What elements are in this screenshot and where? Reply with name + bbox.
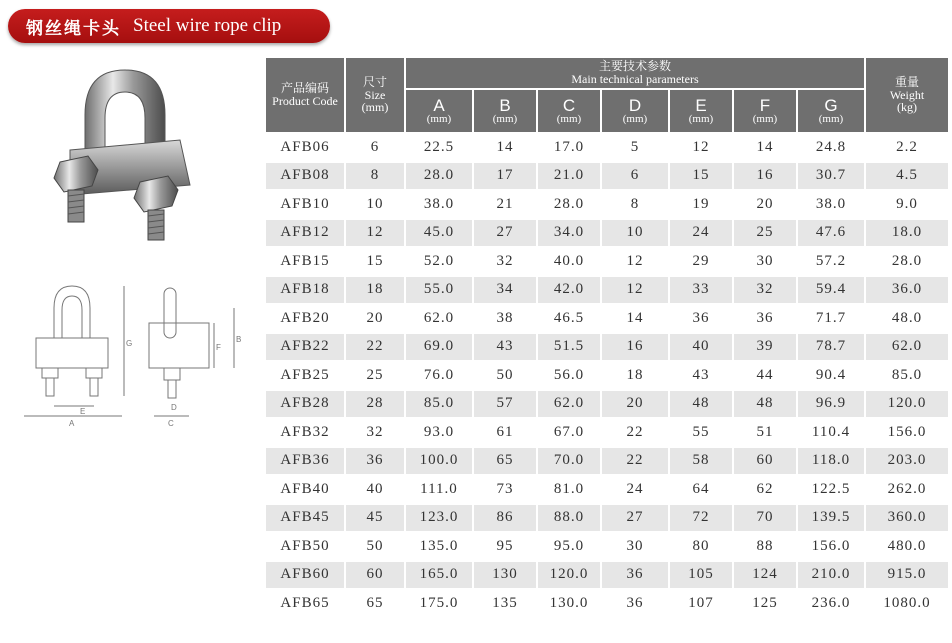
table-cell: AFB36 xyxy=(266,448,344,475)
table-cell: AFB65 xyxy=(266,590,344,617)
table-cell: 107 xyxy=(670,590,732,617)
table-cell: 34.0 xyxy=(538,220,600,247)
table-cell: 24.8 xyxy=(798,134,864,161)
table-cell: AFB25 xyxy=(266,362,344,389)
table-cell: 262.0 xyxy=(866,476,948,503)
table-cell: 120.0 xyxy=(866,391,948,418)
table-cell: AFB10 xyxy=(266,191,344,218)
table-cell: 40 xyxy=(670,334,732,361)
table-cell: 14 xyxy=(734,134,796,161)
table-cell: 25 xyxy=(734,220,796,247)
table-cell: 135.0 xyxy=(406,533,472,560)
table-cell: 17 xyxy=(474,163,536,190)
table-cell: 62 xyxy=(734,476,796,503)
table-cell: 156.0 xyxy=(866,419,948,446)
svg-text:E: E xyxy=(80,407,86,416)
table-row xyxy=(266,163,948,190)
table-cell: 86 xyxy=(474,505,536,532)
table-cell: 40 xyxy=(346,476,404,503)
table-cell: 17.0 xyxy=(538,134,600,161)
table-cell: 57 xyxy=(474,391,536,418)
table-cell: 1080.0 xyxy=(866,590,948,617)
table-cell: 60 xyxy=(734,448,796,475)
table-cell: 62.0 xyxy=(538,391,600,418)
table-row xyxy=(266,476,948,503)
table-cell: 88 xyxy=(734,533,796,560)
table-cell: 6 xyxy=(346,134,404,161)
table-cell: 36 xyxy=(734,305,796,332)
table-cell: 22 xyxy=(602,419,668,446)
table-cell: 56.0 xyxy=(538,362,600,389)
table-cell: 48 xyxy=(734,391,796,418)
table-cell: 130 xyxy=(474,562,536,589)
table-cell: 48.0 xyxy=(866,305,948,332)
svg-text:F: F xyxy=(216,343,221,352)
table-cell: 96.9 xyxy=(798,391,864,418)
table-cell: 69.0 xyxy=(406,334,472,361)
table-cell: 67.0 xyxy=(538,419,600,446)
table-cell: 135 xyxy=(474,590,536,617)
table-cell: 12 xyxy=(602,248,668,275)
table-cell: AFB45 xyxy=(266,505,344,532)
table-row xyxy=(266,191,948,218)
table-cell: 50 xyxy=(474,362,536,389)
table-cell: 93.0 xyxy=(406,419,472,446)
table-cell: 14 xyxy=(474,134,536,161)
table-cell: 18 xyxy=(346,277,404,304)
table-cell: 915.0 xyxy=(866,562,948,589)
table-cell: 39 xyxy=(734,334,796,361)
table-cell: 57.2 xyxy=(798,248,864,275)
table-cell: 90.4 xyxy=(798,362,864,389)
table-cell: 14 xyxy=(602,305,668,332)
table-cell: 55 xyxy=(670,419,732,446)
table-cell: 36 xyxy=(602,562,668,589)
table-cell: AFB60 xyxy=(266,562,344,589)
table-row xyxy=(266,391,948,418)
table-cell: 360.0 xyxy=(866,505,948,532)
table-cell: 30 xyxy=(734,248,796,275)
table-row xyxy=(266,305,948,332)
table-cell: 25 xyxy=(346,362,404,389)
table-cell: 24 xyxy=(670,220,732,247)
table-cell: 95.0 xyxy=(538,533,600,560)
table-cell: 5 xyxy=(602,134,668,161)
table-cell: 88.0 xyxy=(538,505,600,532)
table-cell: 62.0 xyxy=(866,334,948,361)
header-main-parameters: 主要技术参数 Main technical parameters xyxy=(406,58,864,88)
spec-table xyxy=(264,56,950,619)
svg-text:D: D xyxy=(171,403,177,412)
header-product-code: 产品编码 Product Code xyxy=(266,58,344,132)
table-row xyxy=(266,590,948,617)
table-cell: AFB12 xyxy=(266,220,344,247)
table-cell: 20 xyxy=(346,305,404,332)
svg-text:B: B xyxy=(236,335,242,344)
title-banner xyxy=(8,9,330,43)
title-english: Steel wire rope clip xyxy=(133,15,282,36)
table-cell: AFB08 xyxy=(266,163,344,190)
header-dim-e: E (mm) xyxy=(670,90,732,132)
table-cell: 16 xyxy=(734,163,796,190)
table-cell: 73 xyxy=(474,476,536,503)
table-cell: 45.0 xyxy=(406,220,472,247)
table-cell: 36.0 xyxy=(866,277,948,304)
table-cell: 8 xyxy=(602,191,668,218)
table-cell: 47.6 xyxy=(798,220,864,247)
table-cell: 59.4 xyxy=(798,277,864,304)
table-cell: 22 xyxy=(346,334,404,361)
table-cell: 130.0 xyxy=(538,590,600,617)
table-cell: 38 xyxy=(474,305,536,332)
svg-text:C: C xyxy=(168,419,174,428)
table-cell: 44 xyxy=(734,362,796,389)
table-cell: 43 xyxy=(474,334,536,361)
header-dim-b: B (mm) xyxy=(474,90,536,132)
table-row xyxy=(266,277,948,304)
table-cell: 12 xyxy=(602,277,668,304)
table-cell: 38.0 xyxy=(406,191,472,218)
table-cell: 110.4 xyxy=(798,419,864,446)
table-cell: AFB28 xyxy=(266,391,344,418)
table-row xyxy=(266,362,948,389)
table-cell: 15 xyxy=(346,248,404,275)
header-dim-d: D (mm) xyxy=(602,90,668,132)
table-cell: 51.5 xyxy=(538,334,600,361)
table-cell: AFB18 xyxy=(266,277,344,304)
table-cell: 22.5 xyxy=(406,134,472,161)
table-cell: 33 xyxy=(670,277,732,304)
table-cell: 210.0 xyxy=(798,562,864,589)
table-cell: 139.5 xyxy=(798,505,864,532)
table-cell: 30.7 xyxy=(798,163,864,190)
table-cell: 12 xyxy=(670,134,732,161)
table-cell: 24 xyxy=(602,476,668,503)
table-cell: 2.2 xyxy=(866,134,948,161)
table-row xyxy=(266,334,948,361)
table-cell: 61 xyxy=(474,419,536,446)
table-cell: 62.0 xyxy=(406,305,472,332)
table-cell: 165.0 xyxy=(406,562,472,589)
table-cell: 30 xyxy=(602,533,668,560)
table-cell: 50 xyxy=(346,533,404,560)
table-cell: AFB20 xyxy=(266,305,344,332)
svg-text:A: A xyxy=(69,419,75,428)
table-cell: 65 xyxy=(474,448,536,475)
table-cell: 105 xyxy=(670,562,732,589)
table-cell: 16 xyxy=(602,334,668,361)
table-cell: 51 xyxy=(734,419,796,446)
header-size: 尺寸 Size (mm) xyxy=(346,58,404,132)
table-cell: 32 xyxy=(474,248,536,275)
table-cell: 36 xyxy=(346,448,404,475)
table-cell: 95 xyxy=(474,533,536,560)
table-cell: 29 xyxy=(670,248,732,275)
header-dim-a: A (mm) xyxy=(406,90,472,132)
table-cell: 10 xyxy=(346,191,404,218)
table-cell: 6 xyxy=(602,163,668,190)
table-cell: 71.7 xyxy=(798,305,864,332)
table-cell: 36 xyxy=(602,590,668,617)
table-cell: 28.0 xyxy=(406,163,472,190)
table-cell: 28.0 xyxy=(866,248,948,275)
wire-rope-clip-photo xyxy=(40,60,210,250)
table-cell: 81.0 xyxy=(538,476,600,503)
table-row xyxy=(266,533,948,560)
table-cell: 32 xyxy=(346,419,404,446)
header-weight: 重量 Weight (kg) xyxy=(866,58,948,132)
table-cell: 4.5 xyxy=(866,163,948,190)
table-cell: 45 xyxy=(346,505,404,532)
table-row xyxy=(266,419,948,446)
table-cell: 78.7 xyxy=(798,334,864,361)
table-cell: 111.0 xyxy=(406,476,472,503)
table-cell: 236.0 xyxy=(798,590,864,617)
table-cell: 20 xyxy=(734,191,796,218)
table-row xyxy=(266,562,948,589)
table-cell: 9.0 xyxy=(866,191,948,218)
table-cell: AFB22 xyxy=(266,334,344,361)
table-cell: 21 xyxy=(474,191,536,218)
table-cell: 120.0 xyxy=(538,562,600,589)
table-cell: AFB06 xyxy=(266,134,344,161)
table-cell: 175.0 xyxy=(406,590,472,617)
table-cell: 18 xyxy=(602,362,668,389)
table-cell: 15 xyxy=(670,163,732,190)
svg-text:G: G xyxy=(126,339,133,348)
table-cell: 123.0 xyxy=(406,505,472,532)
table-cell: 480.0 xyxy=(866,533,948,560)
table-cell: 28.0 xyxy=(538,191,600,218)
table-cell: AFB50 xyxy=(266,533,344,560)
header-dim-c: C (mm) xyxy=(538,90,600,132)
table-row xyxy=(266,248,948,275)
header-dim-f: F (mm) xyxy=(734,90,796,132)
table-cell: 70 xyxy=(734,505,796,532)
table-cell: 72 xyxy=(670,505,732,532)
table-cell: 58 xyxy=(670,448,732,475)
table-cell: 40.0 xyxy=(538,248,600,275)
header-dim-g: G (mm) xyxy=(798,90,864,132)
table-cell: 18.0 xyxy=(866,220,948,247)
table-cell: 70.0 xyxy=(538,448,600,475)
table-cell: AFB40 xyxy=(266,476,344,503)
table-cell: 64 xyxy=(670,476,732,503)
table-cell: 19 xyxy=(670,191,732,218)
table-cell: 36 xyxy=(670,305,732,332)
table-cell: 38.0 xyxy=(798,191,864,218)
table-cell: 80 xyxy=(670,533,732,560)
table-row xyxy=(266,134,948,161)
table-cell: 32 xyxy=(734,277,796,304)
table-cell: 8 xyxy=(346,163,404,190)
table-cell: 20 xyxy=(602,391,668,418)
table-row xyxy=(266,220,948,247)
table-cell: 34 xyxy=(474,277,536,304)
table-cell: 27 xyxy=(474,220,536,247)
table-cell: 27 xyxy=(602,505,668,532)
table-cell: 28 xyxy=(346,391,404,418)
table-cell: 100.0 xyxy=(406,448,472,475)
table-cell: 48 xyxy=(670,391,732,418)
table-cell: 125 xyxy=(734,590,796,617)
table-cell: 122.5 xyxy=(798,476,864,503)
table-cell: 43 xyxy=(670,362,732,389)
table-cell: 65 xyxy=(346,590,404,617)
table-cell: 76.0 xyxy=(406,362,472,389)
table-cell: 10 xyxy=(602,220,668,247)
table-cell: 203.0 xyxy=(866,448,948,475)
table-cell: 85.0 xyxy=(406,391,472,418)
table-cell: 118.0 xyxy=(798,448,864,475)
table-cell: 156.0 xyxy=(798,533,864,560)
table-cell: 21.0 xyxy=(538,163,600,190)
table-cell: 124 xyxy=(734,562,796,589)
table-cell: 60 xyxy=(346,562,404,589)
table-cell: 42.0 xyxy=(538,277,600,304)
table-cell: 12 xyxy=(346,220,404,247)
table-cell: AFB15 xyxy=(266,248,344,275)
title-chinese: 钢丝绳卡头 xyxy=(26,18,121,39)
table-cell: 22 xyxy=(602,448,668,475)
table-cell: 46.5 xyxy=(538,305,600,332)
dimension-drawing xyxy=(14,268,254,433)
table-cell: 85.0 xyxy=(866,362,948,389)
table-cell: 55.0 xyxy=(406,277,472,304)
table-cell: 52.0 xyxy=(406,248,472,275)
table-row xyxy=(266,505,948,532)
table-row xyxy=(266,448,948,475)
table-cell: AFB32 xyxy=(266,419,344,446)
